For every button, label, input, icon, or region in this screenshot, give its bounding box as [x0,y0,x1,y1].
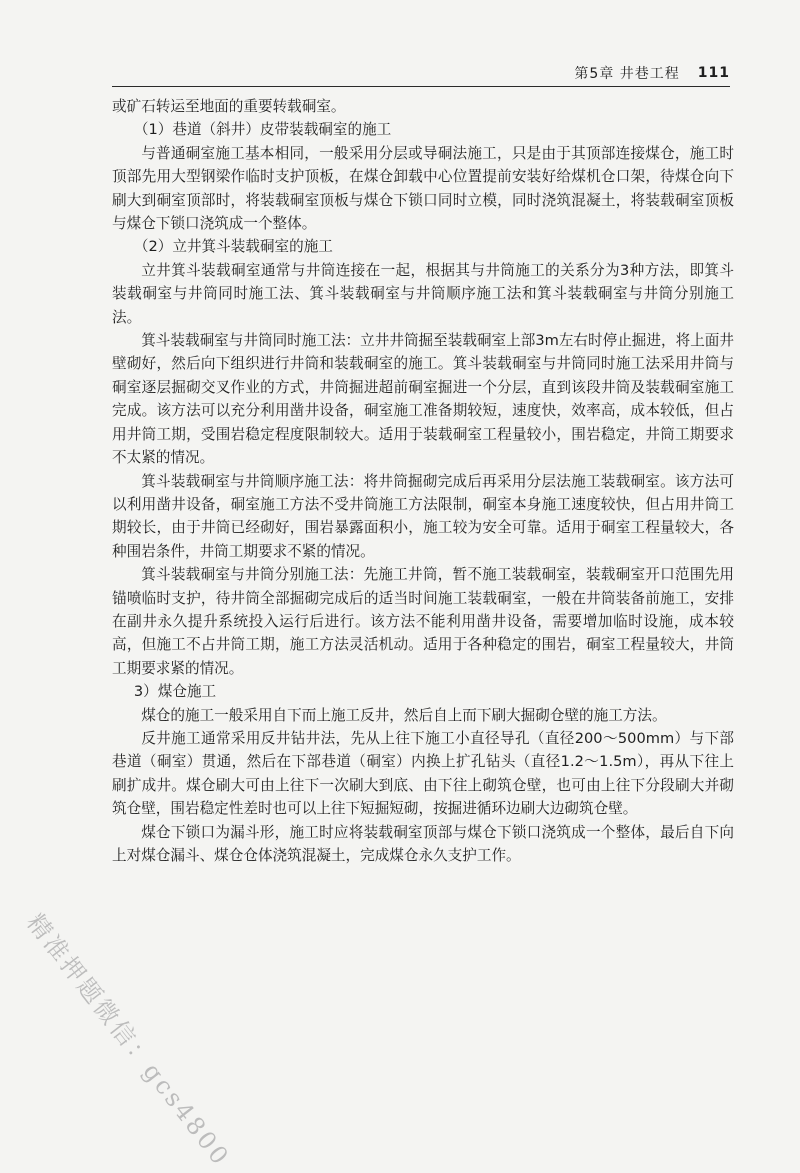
paragraph: 立井箕斗装载硐室通常与井筒连接在一起，根据其与井筒施工的关系分为3种方法，即箕斗装载硐室与井筒同时施工法、箕斗装载硐室与井筒顺序施工法和箕斗装载硐室与井筒分别施工法。 [112,261,734,326]
section-heading: 3）煤仓施工 [133,683,217,701]
page-header [112,60,730,87]
page-number: 111 [697,65,730,81]
body-text [112,95,734,867]
paragraph: 箕斗装载硐室与井筒顺序施工法：将井筒掘砌完成后再采用分层法施工装载硐室。该方法可以利用凿井设备，硐室施工方法不受井筒施工方法限制，硐室本身施工速度较快，但占用井筒工期较长，由于井筒已经砌好，围岩暴露面积小，施工较为安全可靠。适用于硐室工程量较大，各种围岩条件，井筒工期要求不紧的情况。 [112,472,734,560]
paragraph: 煤仓下锁口为漏斗形，施工时应将装载硐室顶部与煤仓下锁口浇筑成一个整体，最后自下向上对煤仓漏斗、煤仓仓体浇筑混凝土，完成煤仓永久支护工作。 [112,823,734,864]
watermark-text: 精准押题微信：gcs4800 [21,908,236,1172]
paragraph: 箕斗装载硐室与井筒同时施工法：立井井筒掘至装载硐室上部3m左右时停止掘进，将上面井壁砌好，然后向下组织进行井筒和装载硐室的施工。箕斗装载硐室与井筒同时施工法采用井筒与硐室逐层掘砌交叉作业的方式，井筒掘进超前硐室掘进一个分层，直到该段井筒及装载硐室施工完成。该方法可以充分利用凿井设备，硐室施工准备期较短，速度快，效率高，成本较低，但占用井筒工期，受围岩稳定程度限制较大。适用于装载硐室工程量较小，围岩稳定，井筒工期要求不太紧的情况。 [112,332,734,467]
chapter-title: 第5章 井巷工程 [574,66,680,82]
section-heading: （2）立井箕斗装载硐室的施工 [133,238,333,256]
paragraph: 或矿石转运至地面的重要转载硐室。 [112,98,346,115]
paragraph: 煤仓的施工一般采用自下而上施工反井，然后自上而下刷大掘砌仓壁的施工方法。 [141,706,667,724]
paragraph: 与普通硐室施工基本相同，一般采用分层或导硐法施工，只是由于其顶部连接煤仓，施工时顶部先用大型钢梁作临时支护顶板，在煤仓卸载中心位置提前安装好给煤机仓口架，待煤仓向下刷大到硐室顶部时，将装载硐室顶板与煤仓下锁口同时立模，同时浇筑混凝土，将装载硐室顶板与煤仓下锁口浇筑成一个整体。 [112,144,734,233]
paragraph: 箕斗装载硐室与井筒分别施工法：先施工井筒，暂不施工装载硐室，装载硐室开口范围先用锚喷临时支护，待井筒全部掘砌完成后的适当时间施工装载硐室，一般在井筒装备前施工，安排在副井永久提升系统投入运行后进行。该方法不能利用凿井设备，需要增加临时设施，成本较高，但施工不占井筒工期，施工方法灵活机动。适用于各种稳定的围岩，硐室工程量较大，井筒工期要求紧的情况。 [112,566,734,677]
paragraph: 反井施工通常采用反井钻井法，先从上往下施工小直径导孔（直径200～500mm）与下部巷道（硐室）贯通，然后在下部巷道（硐室）内换上扩孔钻头（直径1.2～1.5m），再从下往上刷扩成井。煤仓刷大可由上往下一次刷大到底、由下往上砌筑仓壁，也可由上往下分段刷大并砌筑仓壁，围岩稳定性差时也可以上往下短掘短砌，按掘进循环边刷大边砌筑仓壁。 [112,729,734,818]
section-heading: （1）巷道（斜井）皮带装载硐室的施工 [133,121,392,139]
